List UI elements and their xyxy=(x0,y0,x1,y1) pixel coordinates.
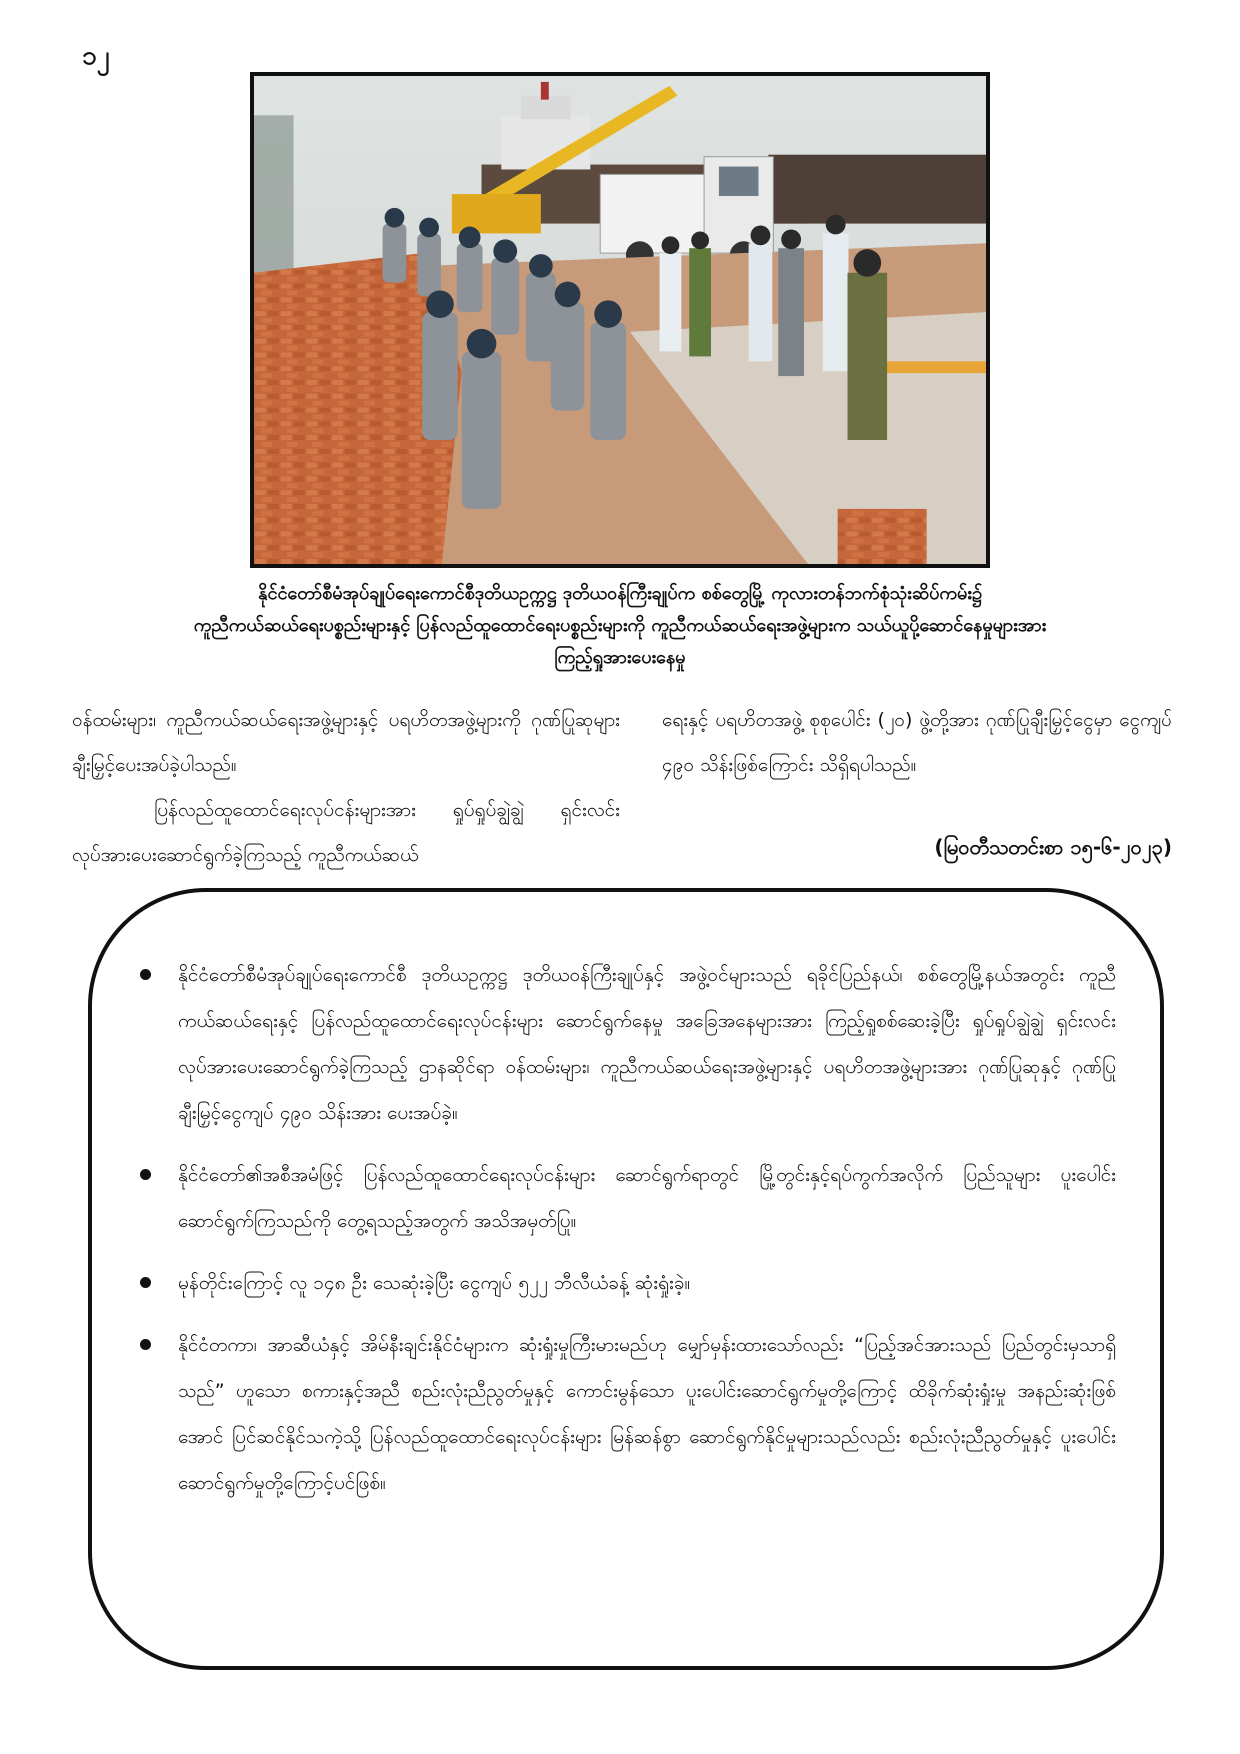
article-paragraph: ပြန်လည်ထူထောင်ရေးလုပ်ငန်းများအား ရှုပ်ရှုပ်ချွဲချွဲ ရှင်းလင်းလုပ်အားပေးဆောင်ရွက်ခဲ့ကြသည့် ကူညီကယ်ဆယ် xyxy=(72,799,620,866)
article-body xyxy=(72,698,1172,878)
summary-item-text: နိုင်ငံတကာ၊ အာဆီယံနှင့် အိမ်နီးချင်းနိုင်ငံများက ဆုံးရှုံးမှုကြီးမားမည်ဟု မျှော်မှန်းထားသော်လည်း “ပြည့်အင်အားသည် ပြည်တွင်းမှသာရှိသည်” ဟူသော စကားနှင့်အညီ စည်းလုံးညီညွတ်မှုနှင့် ကောင်းမွန်သော ပူးပေါင်းဆောင်ရွက်မှုတို့ကြောင့် ထိခိုက်ဆုံးရှုံးမှု အနည်းဆုံးဖြစ်အောင် ပြင်ဆင်နိုင်သကဲ့သို့ ပြန်လည်ထူထောင်ရေးလုပ်ငန်းများ မြန်ဆန်စွာ ဆောင်ရွက်နိုင်မှုများသည်လည်း စည်းလုံးညီညွတ်မှုနှင့် ပူးပေါင်းဆောင်ရွက်မှုတို့ကြောင့်ပင်ဖြစ်။ xyxy=(178,1334,1116,1494)
bullet-icon xyxy=(140,969,151,980)
summary-item-text: မုန်တိုင်းကြောင့် လူ ၁၄၈ ဦး သေဆုံးခဲ့ပြီး ငွေကျပ် ၅၂၂ ဘီလီယံခန့် ဆုံးရှုံးခဲ့။ xyxy=(178,1272,691,1294)
caption-line-3: ကြည့်ရှုအားပေးနေမှု xyxy=(554,647,686,668)
summary-item-text: နိုင်ငံတော်၏အစီအမံဖြင့် ပြန်လည်ထူထောင်ရေးလုပ်ငန်းများ ဆောင်ရွက်ရာတွင် မြို့တွင်းနှင့်ရပ်ကွက်အလိုက် ပြည်သူများ ပူးပေါင်းဆောင်ရွက်ကြသည်ကို တွေ့ရသည့်အတွက် အသိအမှတ်ပြု။ xyxy=(178,1164,1116,1232)
news-photo xyxy=(250,72,990,568)
page-number: ၁၂ xyxy=(82,41,110,71)
summary-box xyxy=(88,888,1164,1670)
summary-item xyxy=(136,1152,1116,1244)
article-source: (မြဝတီသတင်းစာ ၁၅-၆-၂၀၂၃) xyxy=(934,835,1172,859)
article-paragraph: ဝန်ထမ်းများ၊ ကူညီကယ်ဆယ်ရေးအဖွဲ့များနှင့် ပရဟိတအဖွဲ့များကို ဂုဏ်ပြုဆုများ ချီးမြှင့်ပေးအပ်ခဲ့ပါသည်။ xyxy=(72,709,620,776)
photo-brick-inspection-icon xyxy=(254,76,986,564)
caption-line-1: နိုင်ငံတော်စီမံအုပ်ချုပ်ရေးကောင်စီဒုတိယဥက္ကဋ္ဌ ဒုတိယဝန်ကြီးချုပ်က စစ်တွေမြို့ ကုလားတန်ဘက်စုံသုံးဆိပ်ကမ်း၌ xyxy=(258,583,982,604)
summary-item xyxy=(136,952,1116,1136)
article-column-left xyxy=(72,698,620,878)
bullet-icon xyxy=(140,1339,151,1350)
summary-list xyxy=(136,952,1116,1522)
article-paragraph: ရေးနှင့် ပရဟိတအဖွဲ့ စုစုပေါင်း (၂၀) ဖွဲ့တို့အား ဂုဏ်ပြုချီးမြှင့်ငွေမှာ ငွေကျပ် ၄၉၀ သိန်းဖြစ်ကြောင်း သိရှိရပါသည်။ xyxy=(662,709,1172,776)
photo-caption xyxy=(120,578,1120,674)
bullet-icon xyxy=(140,1169,151,1180)
summary-item xyxy=(136,1322,1116,1506)
summary-item xyxy=(136,1260,1116,1306)
article-column-right xyxy=(662,698,1172,788)
caption-line-2: ကူညီကယ်ဆယ်ရေးပစ္စည်းများနှင့် ပြန်လည်ထူထောင်ရေးပစ္စည်းများကို ကူညီကယ်ဆယ်ရေးအဖွဲ့များက သယ်ယူပို့ဆောင်နေမှုများအား xyxy=(193,615,1047,636)
bullet-icon xyxy=(140,1277,151,1288)
summary-item-text: နိုင်ငံတော်စီမံအုပ်ချုပ်ရေးကောင်စီ ဒုတိယဥက္ကဋ္ဌ ဒုတိယဝန်ကြီးချုပ်နှင့် အဖွဲ့ဝင်များသည် ရခိုင်ပြည်နယ်၊ စစ်တွေမြို့နယ်အတွင်း ကူညီကယ်ဆယ်ရေးနှင့် ပြန်လည်ထူထောင်ရေးလုပ်ငန်းများ ဆောင်ရွက်နေမှု အခြေအနေများအား ကြည့်ရှုစစ်ဆေးခဲ့ပြီး ရှုပ်ရှုပ်ချွဲချွဲ ရှင်းလင်းလုပ်အားပေးဆောင်ရွက်ခဲ့ကြသည့် ဌာနဆိုင်ရာ ဝန်ထမ်းများ၊ ကူညီကယ်ဆယ်ရေးအဖွဲ့များနှင့် ပရဟိတအဖွဲ့များအား ဂုဏ်ပြုဆုနှင့် ဂုဏ်ပြုချီးမြှင့်ငွေကျပ် ၄၉၀ သိန်းအား ပေးအပ်ခဲ့။ xyxy=(178,964,1116,1124)
